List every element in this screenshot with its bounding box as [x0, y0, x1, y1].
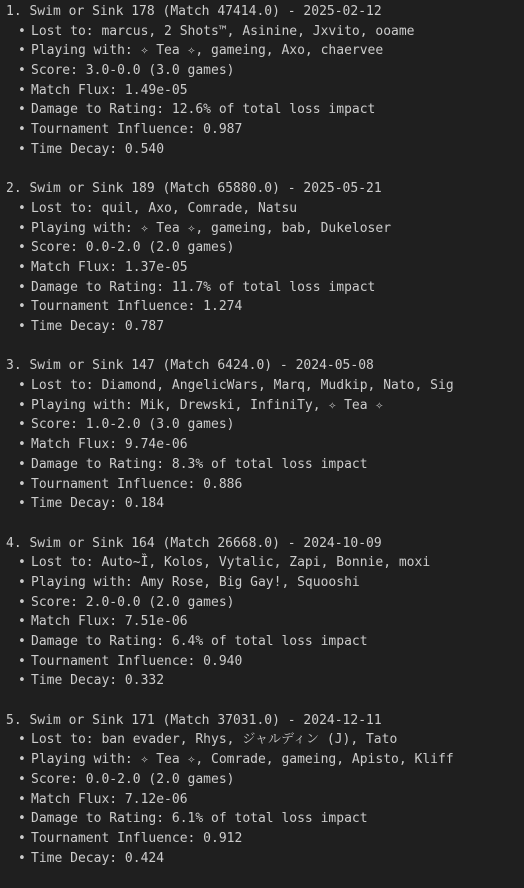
tournament-influence-line	[6, 475, 522, 495]
bullet-icon: •	[18, 614, 26, 630]
match-header: 4. Swim or Sink 164 (Match 26668.0) - 2024-10-09	[6, 535, 382, 551]
bullet-icon: •	[18, 397, 26, 413]
bullet-icon: •	[18, 319, 26, 334]
damage-text: Damage to Rating: 11.7% of total loss impact	[31, 279, 376, 295]
playing-with-line	[6, 41, 522, 61]
bullet-icon: •	[18, 653, 26, 669]
tournament-influence-text: Tournament Influence: 1.274	[31, 299, 243, 315]
tournament-influence-text: Tournament Influence: 0.940	[31, 653, 243, 669]
time-decay-line	[6, 140, 522, 160]
score-text: Score: 1.0-2.0 (3.0 games)	[31, 417, 235, 433]
time-decay-text: Time Decay: 0.540	[31, 141, 165, 157]
match-header: 1. Swim or Sink 178 (Match 47414.0) - 2025-02-12	[6, 4, 382, 19]
bullet-icon: •	[18, 811, 26, 827]
damage-text: Damage to Rating: 6.4% of total loss impact	[31, 634, 368, 649]
match-flux-text: Match Flux: 9.74e-06	[31, 437, 188, 453]
time-decay-line	[6, 494, 522, 514]
score-line	[6, 61, 522, 81]
match-flux-text: Match Flux: 7.12e-06	[31, 791, 188, 807]
playing-with-line	[6, 573, 522, 593]
damage-text: Damage to Rating: 12.6% of total loss impact	[31, 102, 376, 118]
score-line	[6, 415, 522, 435]
playing-with-text: Playing with: Amy Rose, Big Gay!, Squooshi	[31, 574, 360, 590]
bullet-icon: •	[18, 82, 26, 98]
bullet-icon: •	[18, 23, 26, 39]
match-flux-line	[6, 612, 522, 632]
score-text: Score: 2.0-0.0 (2.0 games)	[31, 594, 235, 610]
bullet-icon: •	[18, 476, 26, 492]
damage-line	[6, 100, 522, 120]
tournament-influence-line	[6, 829, 522, 849]
match-entry	[6, 711, 522, 869]
match-flux-line	[6, 435, 522, 455]
damage-line	[6, 632, 522, 652]
match-flux-line	[6, 258, 522, 278]
playing-with-line	[6, 750, 522, 770]
match-entry	[6, 356, 522, 514]
time-decay-text: Time Decay: 0.184	[31, 496, 165, 512]
bullet-icon: •	[18, 141, 26, 157]
playing-with-text: Playing with: ✧ Tea ✧, Comrade, gameing, Apisto, Kliff	[31, 752, 454, 768]
lost-to-line	[6, 730, 522, 750]
playing-with-text: Playing with: Mik, Drewski, InfiniTy, ✧ Tea ✧	[31, 397, 384, 413]
match-flux-text: Match Flux: 1.49e-05	[31, 82, 188, 98]
score-text: Score: 3.0-0.0 (3.0 games)	[31, 63, 235, 79]
bullet-icon: •	[18, 299, 26, 315]
match-header: 3. Swim or Sink 147 (Match 6424.0) - 2024-05-08	[6, 358, 374, 374]
bullet-icon: •	[18, 830, 26, 846]
tournament-influence-line	[6, 297, 522, 317]
damage-line	[6, 809, 522, 829]
time-decay-line	[6, 671, 522, 691]
bullet-icon: •	[18, 752, 26, 768]
match-header: 2. Swim or Sink 189 (Match 65880.0) - 2025-05-21	[6, 181, 382, 197]
lost-to-line	[6, 376, 522, 396]
bullet-icon: •	[18, 259, 26, 275]
score-text: Score: 0.0-2.0 (2.0 games)	[31, 771, 235, 787]
damage-text: Damage to Rating: 8.3% of total loss impact	[31, 456, 368, 472]
damage-line	[6, 278, 522, 298]
terminal-output	[6, 2, 522, 888]
tournament-influence-line	[6, 120, 522, 140]
time-decay-text: Time Decay: 0.787	[31, 319, 165, 334]
playing-with-text: Playing with: ✧ Tea ✧, gameing, bab, Dukeloser	[31, 220, 392, 236]
score-line	[6, 770, 522, 790]
bullet-icon: •	[18, 279, 26, 295]
tournament-influence-text: Tournament Influence: 0.912	[31, 830, 243, 846]
bullet-icon: •	[18, 122, 26, 138]
bullet-icon: •	[18, 555, 26, 571]
bullet-icon: •	[18, 456, 26, 472]
tournament-influence-text: Tournament Influence: 0.886	[31, 476, 243, 492]
bullet-icon: •	[18, 732, 26, 748]
bullet-icon: •	[18, 200, 26, 216]
time-decay-text: Time Decay: 0.332	[31, 673, 165, 689]
playing-with-line	[6, 396, 522, 416]
lost-to-text: Lost to: marcus, 2 Shots™, Asinine, Jxvito, ooame	[31, 23, 415, 39]
bullet-icon: •	[18, 496, 26, 512]
bullet-icon: •	[18, 220, 26, 236]
score-text: Score: 0.0-2.0 (2.0 games)	[31, 240, 235, 256]
lost-to-text: Lost to: ban evader, Rhys, ジャルディン (J), Tato	[31, 732, 398, 748]
match-entry	[6, 2, 522, 160]
bullet-icon: •	[18, 378, 26, 394]
score-line	[6, 593, 522, 613]
damage-text: Damage to Rating: 6.1% of total loss impact	[31, 811, 368, 827]
match-flux-line	[6, 790, 522, 810]
lost-to-text: Lost to: quil, Axo, Comrade, Natsu	[31, 200, 298, 216]
match-flux-line	[6, 81, 522, 101]
match-entry	[6, 179, 522, 337]
bullet-icon: •	[18, 771, 26, 787]
bullet-icon: •	[18, 102, 26, 118]
bullet-icon: •	[18, 574, 26, 590]
tournament-influence-text: Tournament Influence: 0.987	[31, 122, 243, 138]
time-decay-line	[6, 849, 522, 869]
bullet-icon: •	[18, 240, 26, 256]
lost-to-text: Lost to: Auto~Ȉ, Kolos, Vytalic, Zapi, Bonnie, moxi	[31, 555, 431, 571]
bullet-icon: •	[18, 417, 26, 433]
lost-to-line	[6, 553, 522, 573]
bullet-icon: •	[18, 850, 26, 866]
lost-to-text: Lost to: Diamond, AngelicWars, Marq, Mudkip, Nato, Sig	[31, 378, 454, 394]
match-header: 5. Swim or Sink 171 (Match 37031.0) - 2024-12-11	[6, 712, 382, 728]
bullet-icon: •	[18, 791, 26, 807]
damage-line	[6, 455, 522, 475]
playing-with-text: Playing with: ✧ Tea ✧, gameing, Axo, chaervee	[31, 43, 384, 59]
lost-to-line	[6, 199, 522, 219]
playing-with-line	[6, 219, 522, 239]
tournament-influence-line	[6, 652, 522, 672]
lost-to-line	[6, 22, 522, 42]
score-line	[6, 238, 522, 258]
match-flux-text: Match Flux: 7.51e-06	[31, 614, 188, 630]
time-decay-line	[6, 317, 522, 337]
time-decay-text: Time Decay: 0.424	[31, 850, 165, 866]
bullet-icon: •	[18, 594, 26, 610]
match-entry	[6, 534, 522, 692]
bullet-icon: •	[18, 43, 26, 59]
bullet-icon: •	[18, 673, 26, 689]
bullet-icon: •	[18, 634, 26, 649]
bullet-icon: •	[18, 437, 26, 453]
bullet-icon: •	[18, 63, 26, 79]
match-flux-text: Match Flux: 1.37e-05	[31, 259, 188, 275]
